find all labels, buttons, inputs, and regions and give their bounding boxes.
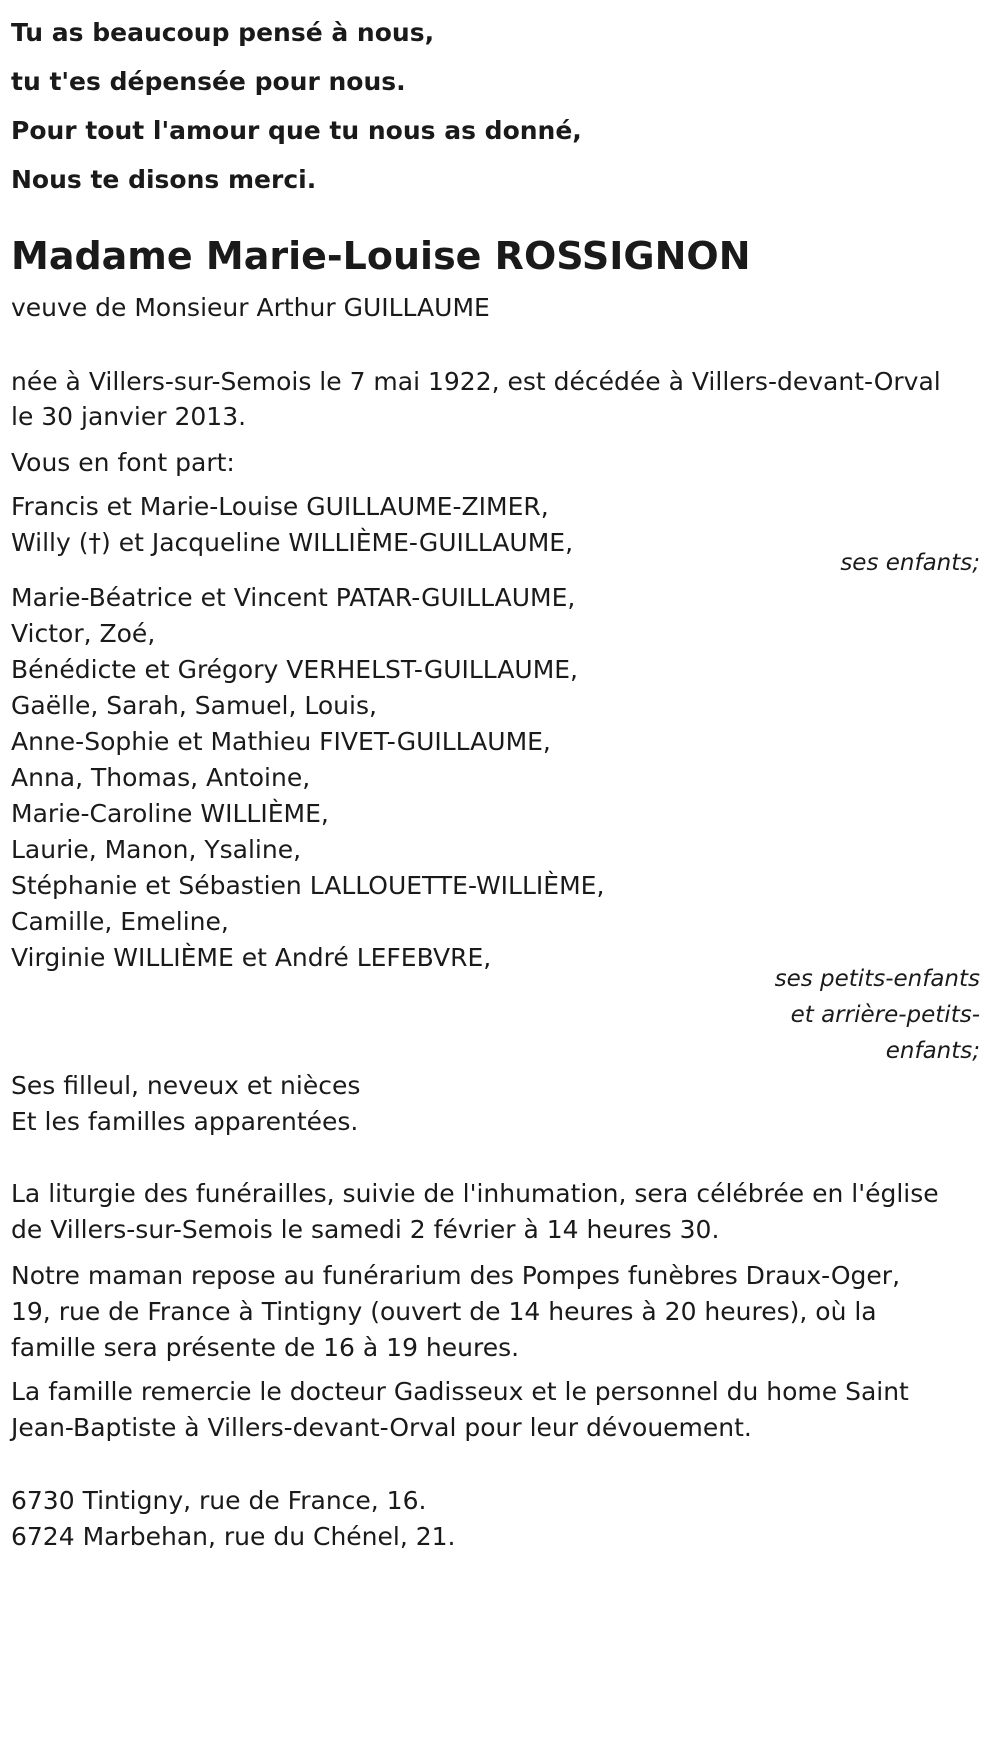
thanks-paragraph — [11, 1374, 909, 1446]
role-line: ses petits-enfants — [774, 966, 980, 992]
family-line: Victor, Zoé, — [11, 619, 156, 648]
family-line: Virginie WILLIÈME et André LEFEBVRE, — [11, 943, 492, 972]
family-line: Gaëlle, Sarah, Samuel, Louis, — [11, 691, 377, 720]
funerarium-paragraph — [11, 1258, 900, 1366]
role-line: et arrière-petits- — [790, 1002, 980, 1028]
poem-line: tu t'es dépensée pour nous. — [11, 67, 406, 96]
grandchildren-list — [11, 580, 604, 976]
address-line: 6730 Tintigny, rue de France, 16. — [11, 1486, 427, 1515]
family-line: Bénédicte et Grégory VERHELST-GUILLAUME, — [11, 655, 579, 684]
paragraph-line: de Villers-sur-Semois le samedi 2 février à 14 heures 30. — [11, 1215, 720, 1244]
relatives-list — [11, 1068, 360, 1140]
family-line: Stéphanie et Sébastien LALLOUETTE-WILLIÈME, — [11, 871, 605, 900]
grandchildren-role — [775, 961, 980, 1069]
poem-line: Tu as beaucoup pensé à nous, — [11, 18, 435, 47]
address-line: 6724 Marbehan, rue du Chénel, 21. — [11, 1522, 456, 1551]
family-line: Ses filleul, neveux et nièces — [11, 1071, 361, 1100]
widow-of-line: veuve de Monsieur Arthur GUILLAUME — [11, 293, 490, 322]
paragraph-line: famille sera présente de 16 à 19 heures. — [11, 1333, 520, 1362]
family-line: Laurie, Manon, Ysaline, — [11, 835, 302, 864]
paragraph-line: La famille remercie le docteur Gadisseux et le personnel du home Saint — [11, 1377, 909, 1406]
children-list — [11, 489, 573, 561]
family-line: Camille, Emeline, — [11, 907, 229, 936]
family-line: Marie-Caroline WILLIÈME, — [11, 799, 329, 828]
family-line: Willy (†) et Jacqueline WILLIÈME-GUILLAUME, — [11, 528, 574, 557]
family-line: Marie-Béatrice et Vincent PATAR-GUILLAUME, — [11, 583, 576, 612]
family-line: Et les familles apparentées. — [11, 1107, 359, 1136]
family-line: Anne-Sophie et Mathieu FIVET-GUILLAUME, — [11, 727, 551, 756]
addresses — [11, 1483, 456, 1555]
paragraph-line: Notre maman repose au funérarium des Pompes funèbres Draux-Oger, — [11, 1261, 901, 1290]
birth-death-line: née à Villers-sur-Semois le 7 mai 1922, est décédée à Villers-devant-Orval — [11, 367, 941, 396]
poem-line: Nous te disons merci. — [11, 165, 317, 194]
announcement-intro: Vous en font part: — [11, 448, 235, 477]
children-role: ses enfants; — [840, 550, 980, 576]
paragraph-line: La liturgie des funérailles, suivie de l'inhumation, sera célébrée en l'église — [11, 1179, 939, 1208]
family-line: Francis et Marie-Louise GUILLAUME-ZIMER, — [11, 492, 549, 521]
paragraph-line: 19, rue de France à Tintigny (ouvert de 14 heures à 20 heures), où la — [11, 1297, 877, 1326]
role-line: enfants; — [885, 1038, 980, 1064]
family-line: Anna, Thomas, Antoine, — [11, 763, 311, 792]
poem-line: Pour tout l'amour que tu nous as donné, — [11, 116, 582, 145]
paragraph-line: Jean-Baptiste à Villers-devant-Orval pour leur dévouement. — [11, 1413, 752, 1442]
funeral-paragraph — [11, 1176, 939, 1248]
deceased-name: Madame Marie-Louise ROSSIGNON — [11, 234, 751, 278]
birth-death-line: le 30 janvier 2013. — [11, 402, 247, 431]
memorial-poem — [11, 8, 911, 204]
